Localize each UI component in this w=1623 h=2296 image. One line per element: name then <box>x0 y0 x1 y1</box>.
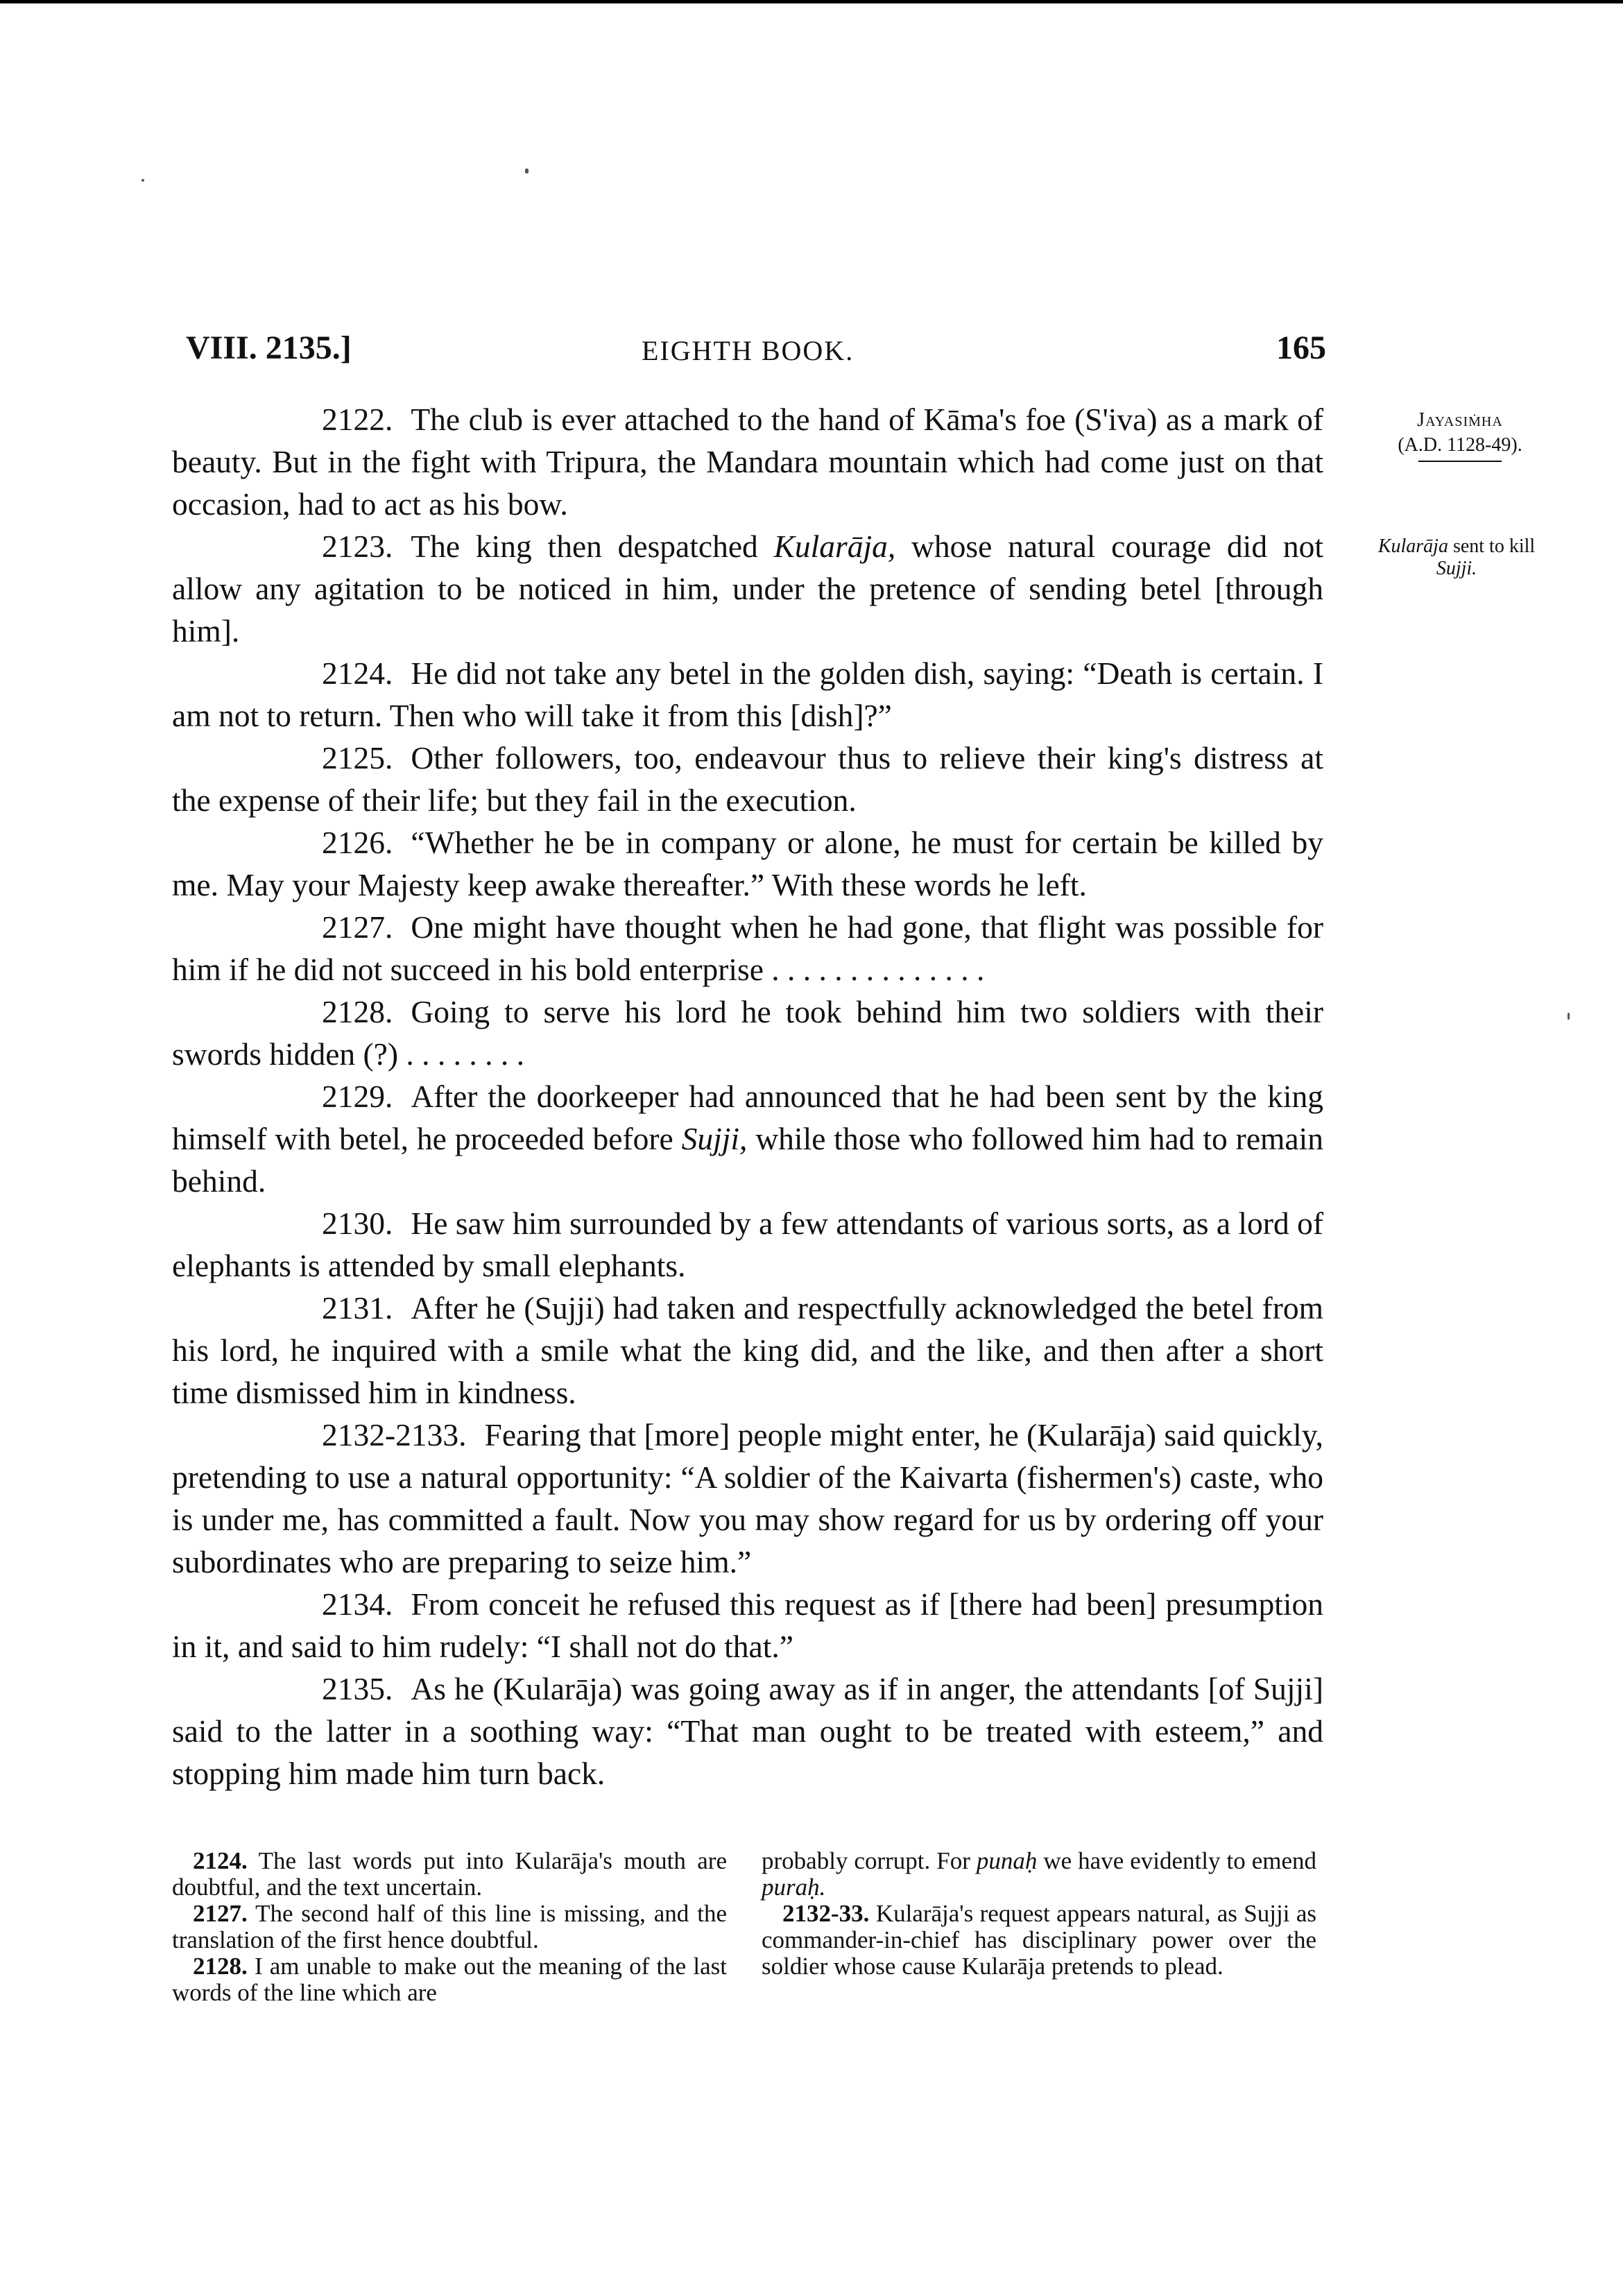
margin-note-name: Kularāja <box>1377 536 1448 557</box>
verse-paragraph <box>172 1583 1323 1668</box>
verse-number: 2132-2133. <box>322 1417 467 1453</box>
footnotes-left-column <box>172 1848 727 2006</box>
margin-note-event <box>1346 536 1568 580</box>
italic-text: punaḥ <box>976 1847 1038 1874</box>
italic-text: Kularāja, <box>773 529 896 564</box>
text-run: Fearing that [more] people might enter, he (Kularāja) said quickly, pretending to use a natural opportunity: “A soldier of the Kaivarta (fishermen's) caste, who is under me, has committed a fault. Now you may show regard for us by ordering off your subordinates who are preparing to seize him.” <box>172 1417 1323 1579</box>
verse-paragraph <box>172 906 1323 991</box>
verse-number: 2124. <box>322 656 393 691</box>
text-run: After he (Sujji) had taken and respectfully acknowledged the betel from his lord, he inquired with a smile what the king did, and the like, and then after a short time dismissed him in kindness. <box>172 1290 1323 1410</box>
verse-number: 2131. <box>322 1290 393 1326</box>
text-run: As he (Kularāja) was going away as if in anger, the attendants [of Sujji] said to the latter in a soothing way: “That man ought to be treated with esteem,” and stopping him made him turn back. <box>172 1671 1323 1791</box>
text-run: we have evidently to emend <box>1037 1847 1316 1874</box>
footnotes <box>172 1848 1316 2006</box>
scan-speck <box>525 169 529 173</box>
verse-paragraph <box>172 1075 1323 1202</box>
verse-paragraph <box>172 737 1323 821</box>
text-run: Kularāja's request appears natural, as Sujji as commander-in-chief has disciplinary power over the soldier whose cause Kularāja pretends to plead. <box>762 1900 1317 1980</box>
italic-text: Sujji, <box>681 1121 748 1156</box>
footnote <box>762 1901 1316 1980</box>
footnote <box>172 1953 727 2006</box>
margin-note-reign <box>1373 408 1547 462</box>
page-number: 165 <box>1276 329 1326 366</box>
footnote-number: 2127. <box>193 1900 248 1927</box>
verse-number: 2127. <box>322 909 393 945</box>
text-run: The king then despatched <box>411 529 774 564</box>
margin-note-king: Jayasiṁha <box>1417 409 1503 431</box>
main-text <box>172 398 1323 1794</box>
margin-note-dates: (A.D. 1128-49). <box>1398 434 1522 456</box>
verse-paragraph <box>172 398 1323 525</box>
verse-paragraph <box>172 1668 1323 1794</box>
footnote <box>762 1848 1316 1901</box>
footnote-number: 2128. <box>193 1953 248 1980</box>
running-head-title: EIGHTH BOOK. <box>642 335 855 366</box>
footnotes-right-column <box>762 1848 1316 2006</box>
text-run: while those who followed him had to remain behind. <box>172 1121 1323 1199</box>
text-run: The club is ever attached to the hand of Kāma's foe (S'iva) as a mark of beauty. But in the fight with Tripura, the Mandara mountain which had come just on that occasion, had to act as his bow. <box>172 402 1323 522</box>
verse-paragraph <box>172 1202 1323 1287</box>
verse-number: 2122. <box>322 402 393 437</box>
margin-note-target: Sujji. <box>1436 558 1477 579</box>
text-run: One might have thought when he had gone, that flight was possible for him if he did not succeed in his bold enterprise . . . . . . . . . . . . . . <box>172 909 1323 987</box>
verse-number: 2125. <box>322 740 393 776</box>
text-run: After the doorkeeper had announced that he had been sent by the king himself with betel, he proceeded before <box>172 1079 1323 1156</box>
text-run: He saw him surrounded by a few attendants of various sorts, as a lord of elephants is attended by small elephants. <box>172 1206 1323 1283</box>
text-run: probably corrupt. For <box>762 1847 977 1874</box>
verse-number: 2134. <box>322 1586 393 1622</box>
verse-number: 2129. <box>322 1079 393 1114</box>
verse-number: 2135. <box>322 1671 393 1706</box>
verse-paragraph <box>172 821 1323 906</box>
text-run: I am unable to make out the meaning of the last words of the line which are <box>172 1953 727 2006</box>
footnote-number: 2124. <box>193 1847 248 1874</box>
verse-number: 2130. <box>322 1206 393 1241</box>
footnote <box>172 1901 727 1953</box>
margin-note-text: sent to kill <box>1452 536 1536 557</box>
text-run: “Whether he be in company or alone, he must for certain be killed by me. May your Majesty keep awake thereafter.” With these words he left. <box>172 825 1323 902</box>
margin-note-rule <box>1418 461 1502 462</box>
verse-number: 2126. <box>322 825 393 860</box>
scan-speck <box>1568 1013 1570 1020</box>
text-run: Other followers, too, endeavour thus to relieve their king's distress at the expense of their life; but they fail in the execution. <box>172 740 1323 818</box>
italic-text: puraḥ. <box>762 1874 826 1901</box>
verse-paragraph <box>172 991 1323 1075</box>
running-head-section: VIII. 2135.] <box>186 329 352 366</box>
text-run: The second half of this line is missing, and the translation of the first hence doubtful. <box>172 1900 727 1953</box>
footnote <box>172 1848 727 1901</box>
verse-number: 2123. <box>322 529 393 564</box>
text-run: whose natural courage did not allow any agitation to be noticed in him, under the pretence of sending betel [through him]. <box>172 529 1323 649</box>
footnote-number: 2132-33. <box>782 1900 870 1927</box>
text-run: He did not take any betel in the golden dish, saying: “Death is certain. I am not to return. Then who will take it from this [dish]?” <box>172 656 1323 733</box>
verse-paragraph <box>172 1287 1323 1414</box>
verse-number: 2128. <box>322 994 393 1029</box>
text-run: The last words put into Kularāja's mouth are doubtful, and the text uncertain. <box>172 1847 727 1901</box>
text-run: From conceit he refused this request as if [there had been] presumption in it, and said to him rudely: “I shall not do that.” <box>172 1586 1323 1664</box>
verse-paragraph <box>172 525 1323 652</box>
top-border <box>0 0 1623 3</box>
verse-paragraph <box>172 652 1323 737</box>
text-run: Going to serve his lord he took behind him two soldiers with their swords hidden (?) . . . . . . . . <box>172 994 1323 1072</box>
verse-paragraph <box>172 1414 1323 1583</box>
scan-speck <box>141 179 144 182</box>
